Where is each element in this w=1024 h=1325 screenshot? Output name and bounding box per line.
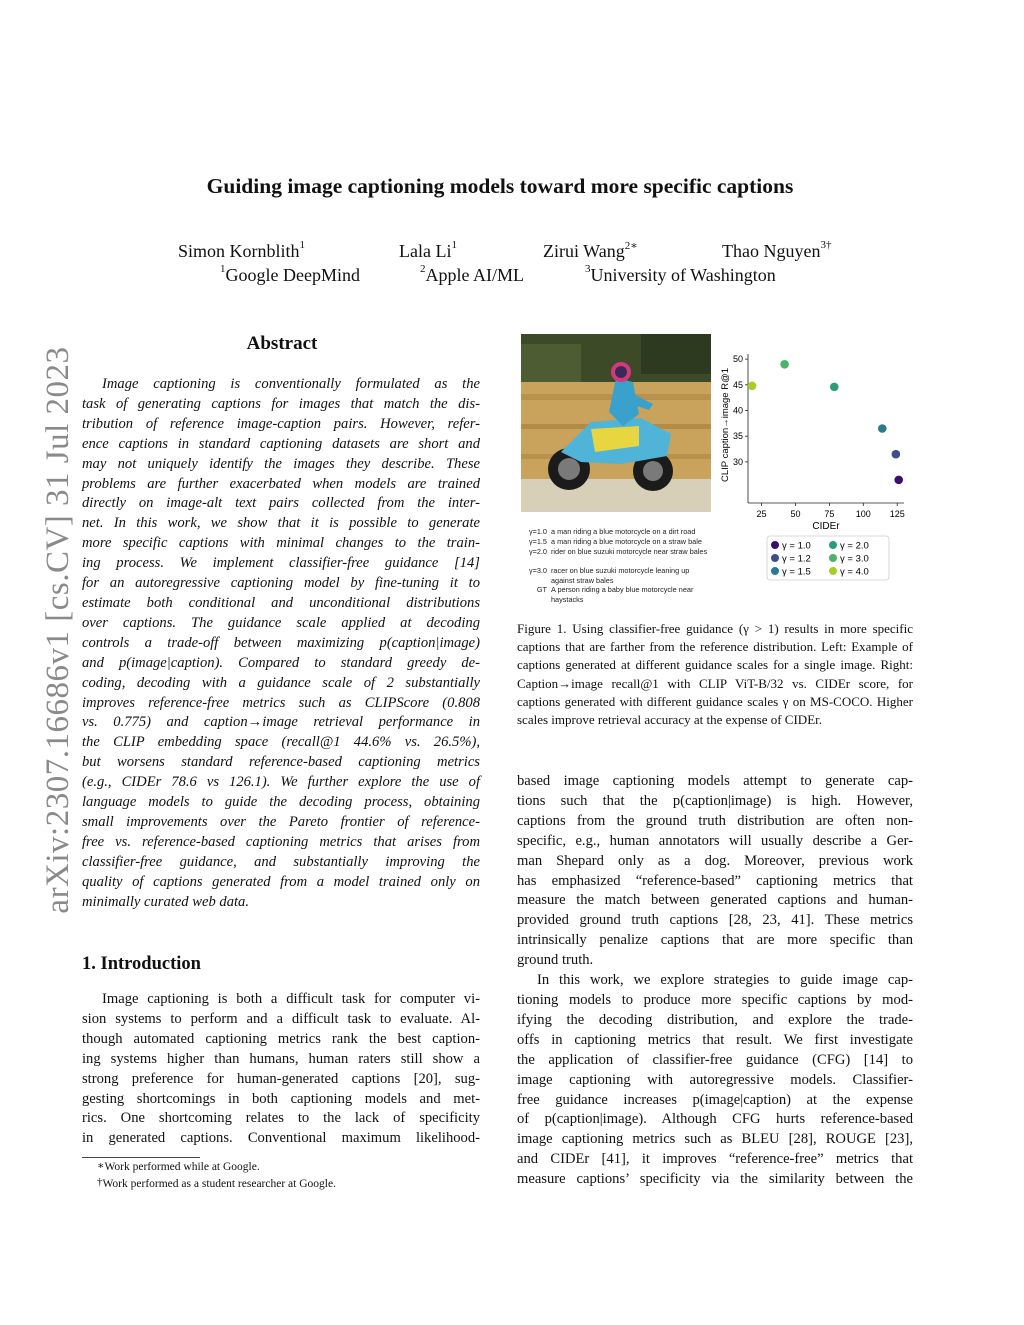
legend-label: γ = 1.5 xyxy=(782,566,811,578)
text-line: intrinsically penalize captions that are more specific than xyxy=(517,932,913,949)
text-line: though automated captioning metrics rank the best caption- xyxy=(82,1030,480,1047)
text-line: coding, decoding with a guidance scale of 2 substantially xyxy=(82,674,480,691)
author-3: Zirui Wang$^{2∗}$ xyxy=(543,240,638,261)
example-caption-row: γ=3.0 racer on blue suzuki motorcycle leaning up against straw bales xyxy=(528,566,690,585)
abstract-heading: Abstract xyxy=(246,333,318,354)
text-line: net. In this work, we show that it is possible to generate xyxy=(82,515,480,532)
text-line: specific, e.g., human annotators will usually describe a Ger- xyxy=(517,832,913,849)
footnote-rule xyxy=(82,1157,200,1158)
text-line: ifying the decoding distribution, and explore the trade- xyxy=(517,1011,913,1028)
text-line: measure captions’ specificity via the similarity between the xyxy=(517,1171,913,1188)
text-line: Image captioning is both a difficult task for computer vi- xyxy=(102,991,480,1007)
right-column-body xyxy=(517,772,913,1190)
text-line: of p(caption|image). Although CFG hurts reference-based xyxy=(517,1111,913,1128)
data-point xyxy=(780,360,789,369)
text-line: captions from the ground truth distribution are often non- xyxy=(517,812,913,829)
x-tick-label: 75 xyxy=(824,509,835,519)
author-2: Lala Li$^1$ xyxy=(399,239,457,261)
motorcycle-photo xyxy=(521,334,711,512)
text-line: language models to guide the decoding process, obtaining xyxy=(82,794,480,811)
affiliation-1: $^1$Google DeepMind xyxy=(220,263,360,285)
text-line: image captioning metrics such as BLEU [28], ROUGE [23], xyxy=(517,1131,913,1148)
affiliation-3: $^3$University of Washington xyxy=(585,263,776,285)
data-point xyxy=(894,476,903,485)
arxiv-id: arXiv:2307.16686v1 [cs.CV] 31 Jul 2023 xyxy=(40,346,76,914)
data-point xyxy=(892,450,901,459)
text-line: the CLIP embedding space (recall@1 44.6% vs. 26.5%), xyxy=(82,734,480,751)
chart-points xyxy=(748,360,903,484)
legend-marker xyxy=(771,541,779,549)
text-line: man Shepard only as a dog. Moreover, previous work xyxy=(517,852,913,869)
legend-marker xyxy=(829,541,837,549)
text-line: small improvements over the Pareto frontier of reference- xyxy=(82,813,480,830)
y-tick-label: 35 xyxy=(732,431,743,442)
y-tick-label: 45 xyxy=(732,379,743,390)
text-line: ing process. We implement classifier-free guidance [14] xyxy=(82,555,480,572)
text-line: In this work, we explore strategies to guide image cap- xyxy=(537,972,913,989)
text-line: but worsens standard reference-based captioning metrics xyxy=(82,754,480,771)
x-tick-label: 100 xyxy=(855,509,871,519)
paragraph xyxy=(517,772,913,971)
x-tick-label: 25 xyxy=(756,509,767,519)
section-heading-introduction: 1. Introduction xyxy=(82,954,201,974)
legend-marker xyxy=(829,567,837,575)
data-point xyxy=(830,383,839,392)
y-tick-label: 50 xyxy=(732,354,743,365)
text-line: gesting shortcomings in both captioning models and met- xyxy=(82,1090,480,1107)
example-caption-row: γ=1.5 a man riding a blue motorcycle on a straw bale xyxy=(528,537,702,546)
text-line: directly on image-alt text pairs collected from the inter- xyxy=(82,495,480,512)
legend-marker xyxy=(771,567,779,575)
footnote-2: †Work performed as a student researcher at Google. xyxy=(97,1176,336,1190)
y-axis-label: CLIP caption→image R@1 xyxy=(720,367,731,483)
text-line: ground truth. xyxy=(517,952,594,969)
legend-marker xyxy=(829,554,837,562)
text-line: (e.g., CIDEr 78.6 vs 126.1). We further explore the use of xyxy=(82,774,480,791)
text-line: tioning models to produce more specific captions by mod- xyxy=(517,991,913,1008)
text-line: estimate both conditional and unconditional distributions xyxy=(82,594,480,611)
legend-label: γ = 3.0 xyxy=(840,553,869,565)
text-line: measure the match between generated captions and human- xyxy=(517,892,913,909)
text-line: may not uniquely identify the images they describe. These xyxy=(82,455,480,472)
text-line: over captions. The guidance scale applied at decoding xyxy=(82,614,480,631)
author-1: Simon Kornblith$^1$ xyxy=(178,239,306,261)
text-line: and CIDEr [41], it improves “reference-free” metrics that xyxy=(517,1151,913,1168)
legend-label: γ = 1.2 xyxy=(782,553,811,565)
legend-label: γ = 4.0 xyxy=(840,566,869,578)
text-line: quality of captions generated from a model trained only on xyxy=(82,873,480,890)
legend-marker xyxy=(771,554,779,562)
recall-vs-cider-scatter xyxy=(716,340,916,585)
text-line: in generated captions. Conventional maximum likelihood- xyxy=(82,1130,480,1147)
text-line: image captioning with autoregressive models. Classifier- xyxy=(517,1071,913,1088)
text-line: Image captioning is conventionally formulated as the xyxy=(102,376,480,392)
text-line: controls a trade-off between maximizing p(caption|image) xyxy=(82,634,480,651)
example-caption-row: GT A person riding a baby blue motorcycle near haystacks xyxy=(536,585,694,604)
author-4: Thao Nguyen$^{3\dagger}$ xyxy=(722,239,832,261)
chart-ticks xyxy=(733,354,905,519)
text-line: for an autoregressive captioning model by fine-tuning it to xyxy=(82,575,480,592)
text-line: has emphasized “reference-based” captioning metrics that xyxy=(517,872,913,889)
legend-label: γ = 1.0 xyxy=(782,540,811,552)
y-tick-label: 40 xyxy=(732,405,743,416)
x-axis-label: CIDEr xyxy=(812,521,840,532)
chart-legend xyxy=(767,536,889,580)
data-point xyxy=(748,382,757,391)
example-caption-row: γ=2.0 rider on blue suzuki motorcycle near straw bales xyxy=(528,547,708,556)
text-line: sion systems to perform and a difficult task to evaluate. Al- xyxy=(82,1010,480,1027)
text-line: provided ground truth captions [28, 23, 41]. These metrics xyxy=(517,912,913,929)
legend-label: γ = 2.0 xyxy=(840,540,869,552)
text-line: offs in captioning metrics that result. We first investigate xyxy=(517,1031,913,1048)
text-line: improves reference-free metrics such as CLIPScore (0.808 xyxy=(82,694,480,711)
footnote-1: ∗Work performed while at Google. xyxy=(97,1160,260,1173)
paragraph xyxy=(517,971,913,1190)
example-caption-row: γ=1.0 a man riding a blue motorcycle on a dirt road xyxy=(528,527,696,536)
abstract-body xyxy=(82,375,480,912)
text-line: free vs. reference-based captioning metrics that arises from xyxy=(82,833,480,850)
text-line: based image captioning models attempt to generate cap- xyxy=(517,773,913,789)
text-line: task of generating captions for images that match the dis- xyxy=(82,395,480,412)
text-line: rics. One shortcoming relates to the lack of specificity xyxy=(82,1110,480,1127)
figure-caption: Figure 1. Using classifier-free guidance (γ > 1) results in more specific captions that are farther from the reference distribution. Left: Example of captions generated at different guidance scales for a single image. Right: Caption→image recall@1 with CLIP ViT-B/32 vs. CIDEr score, for captions generated with different guidance scales γ on MS-COCO. Higher scales improve retrieval accuracy at the expense of CIDEr. xyxy=(517,621,913,728)
x-tick-label: 125 xyxy=(889,509,905,519)
text-line: tions such that the p(caption|image) is high. However, xyxy=(517,792,913,809)
text-line: ing systems higher than humans, human raters still show a xyxy=(82,1050,480,1067)
text-line: minimally curated web data. xyxy=(82,893,249,910)
text-line: strong preference for human-generated captions [20], sug- xyxy=(82,1070,480,1087)
y-tick-label: 30 xyxy=(732,456,743,467)
text-line: more specific captions with minimal changes to the train- xyxy=(82,535,480,552)
data-point xyxy=(878,424,887,433)
text-line: and p(image|caption). Compared to standard greedy de- xyxy=(82,654,480,671)
text-line: tribution of reference image-caption pairs. However, refer- xyxy=(82,415,480,432)
text-line: free guidance increases p(image|caption) at the expense xyxy=(517,1091,913,1108)
text-line: classifier-free guidance, and substantially improving the xyxy=(82,853,480,870)
x-tick-label: 50 xyxy=(790,509,801,519)
text-line: problems are further exacerbated when models are trained xyxy=(82,475,480,492)
text-line: the application of classifier-free guidance (CFG) [14] to xyxy=(517,1051,913,1068)
introduction-body xyxy=(82,990,480,1149)
text-line: ence captions in standard captioning datasets are short and xyxy=(82,435,480,452)
text-line: vs. 0.775) and caption→image retrieval performance in xyxy=(82,714,480,731)
paper-title: Guiding image captioning models toward more specific captions xyxy=(206,174,794,198)
affiliation-2: $^2$Apple AI/ML xyxy=(420,263,524,285)
